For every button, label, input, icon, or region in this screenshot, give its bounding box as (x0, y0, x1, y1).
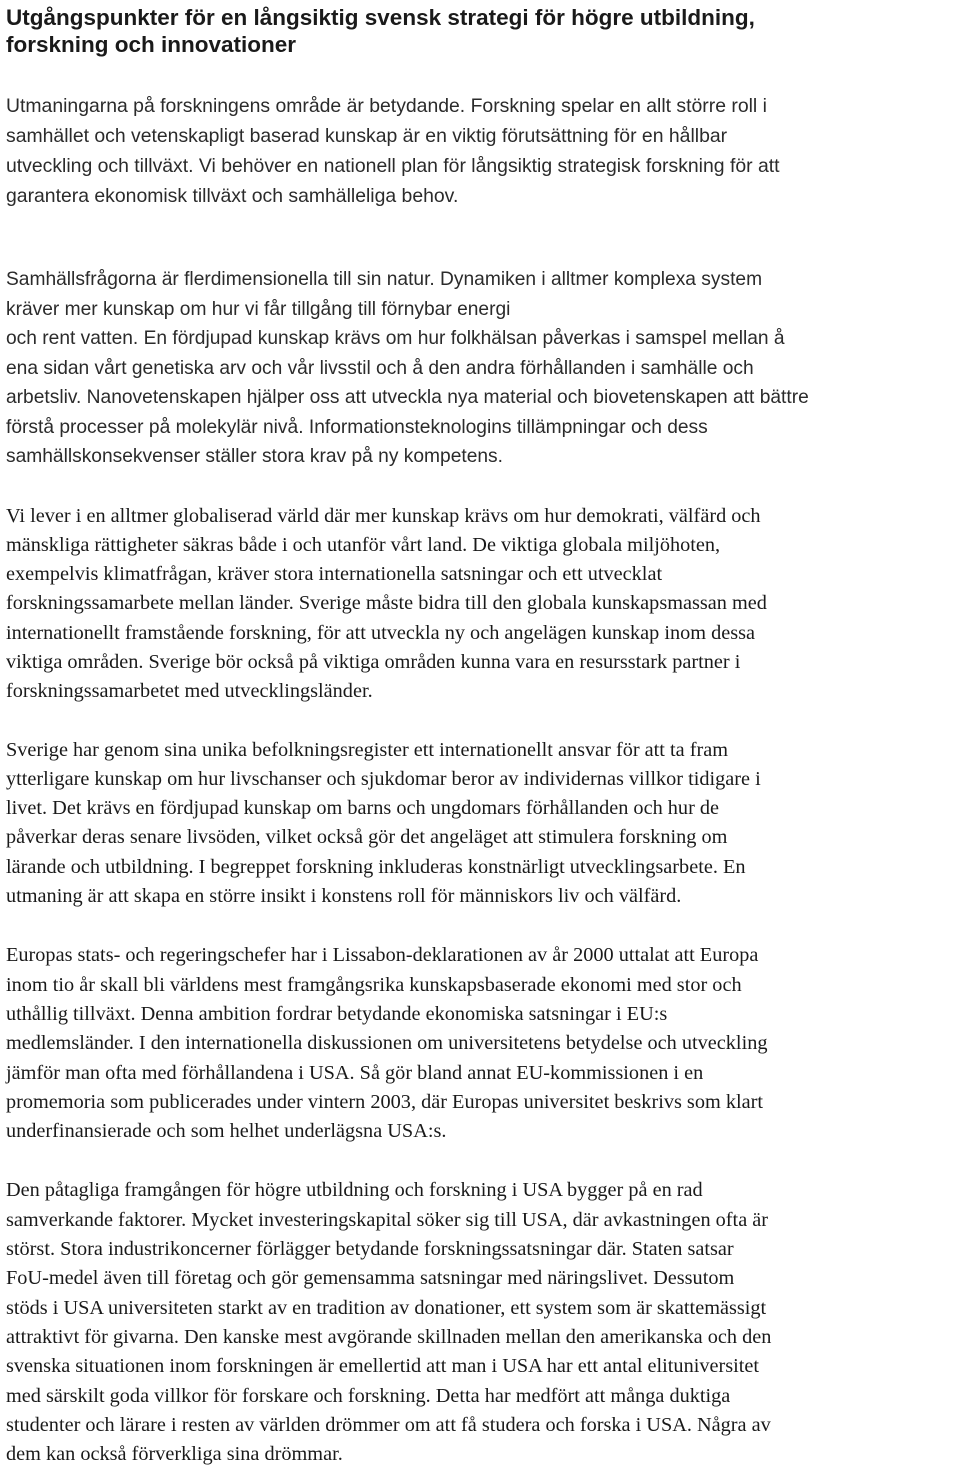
paragraph-2: Samhällsfrågorna är flerdimensionella till sin natur. Dynamiken i alltmer komplexa system kräver mer kunskap om hur vi får tillgång till förnybar energi och rent vatten. En fördjupad kunskap krävs om hur folkhälsan påverkas i samspel mellan å ena sidan vårt genetiska arv och vår livsstil och å den andra förhållanden i samhälle och arbetsliv. Nanovetenskapen hjälper oss att utveckla nya material och biovetenskapen att bättre förstå processer på molekylär nivå. Informationsteknologins tillämpningar och dess samhällskonsekvenser ställer stora krav på ny kompetens. (6, 269, 809, 467)
paragraph-5: Europas stats- och regeringschefer har i Lissabon-deklarationen av år 2000 uttalat att Europa inom tio år skall bli världens mest framgångsrika kunskapsbaserade ekonomi med stor och uthållig tillväxt. Denna ambition fordrar betydande ekonomiska satsningar i EU:s medlemsländer. I den internationella diskussionen om universitetens betydelse och utveckling jämför man ofta med förhållandena i USA. Så gör bland annat EU-kommissionen i en promemoria som publicerades under vintern 2003, där Europas universitet beskrivs som klart underfinansierade och som helhet underlägsna USA:s. (6, 944, 768, 1143)
paragraph-1: Utmaningarna på forskningens område är betydande. Forskning spelar en allt större roll i samhället och vetenskapligt baserad kunskap är en viktig förutsättning för en hållbar utveckling och tillväxt. Vi behöver en nationell plan för långsiktig strategisk forskning för att garantera ekonomisk tillväxt och samhälleliga behov. (6, 95, 780, 207)
paragraph-4: Sverige har genom sina unika befolkningsregister ett internationellt ansvar för att ta fram ytterligare kunskap om hur livschanser och sjukdomar beror av individernas villkor tidigare i livet. Det krävs en fördjupad kunskap om barns och ungdomars förhållanden och hur de påverkar deras senare livsöden, vilket också gör det angeläget att stimulera forskning om lärande och utbildning. I begreppet forskning inkluderas konstnärligt utvecklingsarbete. En utmaning är att skapa en större insikt i konstens roll för människors liv och välfärd. (6, 738, 761, 908)
paragraph-3: Vi lever i en alltmer globaliserad värld där mer kunskap krävs om hur demokrati, välfärd och mänskliga rättigheter säkras både i och utanför vårt land. De viktiga globala miljöhoten, exempelvis klimatfrågan, kräver stora internationella satsningar och ett utvecklat forskningssamarbete mellan länder. Sverige måste bidra till den globala kunskapsmassan med internationellt framstående forskning, för att utveckla ny och angelägen kunskap inom dessa viktiga områden. Sverige bör också på viktiga områden kunna vara en resursstark partner i forskningssamarbetet med utvecklingsländer. (6, 504, 767, 703)
paragraph-6: Den påtagliga framgången för högre utbildning och forskning i USA bygger på en rad samverkande faktorer. Mycket investeringskapital söker sig till USA, där avkastningen ofta är störst. Stora industrikoncerner förlägger betydande forskningssatsningar där. Staten satsar FoU-medel även till företag och gör gemensamma satsningar med näringslivet. Dessutom stöds i USA universiteten starkt av en tradition av donationer, ett system som är skattemässigt attraktivt för givarna. Den kanske mest avgörande skillnaden mellan den amerikanska och den svenska situationen inom forskningen är emellertid att man i USA har ett antal elituniversitet med särskilt goda villkor för forskare och forskning. Detta har medfört att många duktiga studenter och lärare i resten av världen drömmer om att få studera och forska i USA. Några av dem kan också förverkliga sina drömmar. (6, 1179, 772, 1466)
document-title: Utgångspunkter för en långsiktig svensk strategi för högre utbildning, forskning och innovationer (6, 5, 755, 57)
